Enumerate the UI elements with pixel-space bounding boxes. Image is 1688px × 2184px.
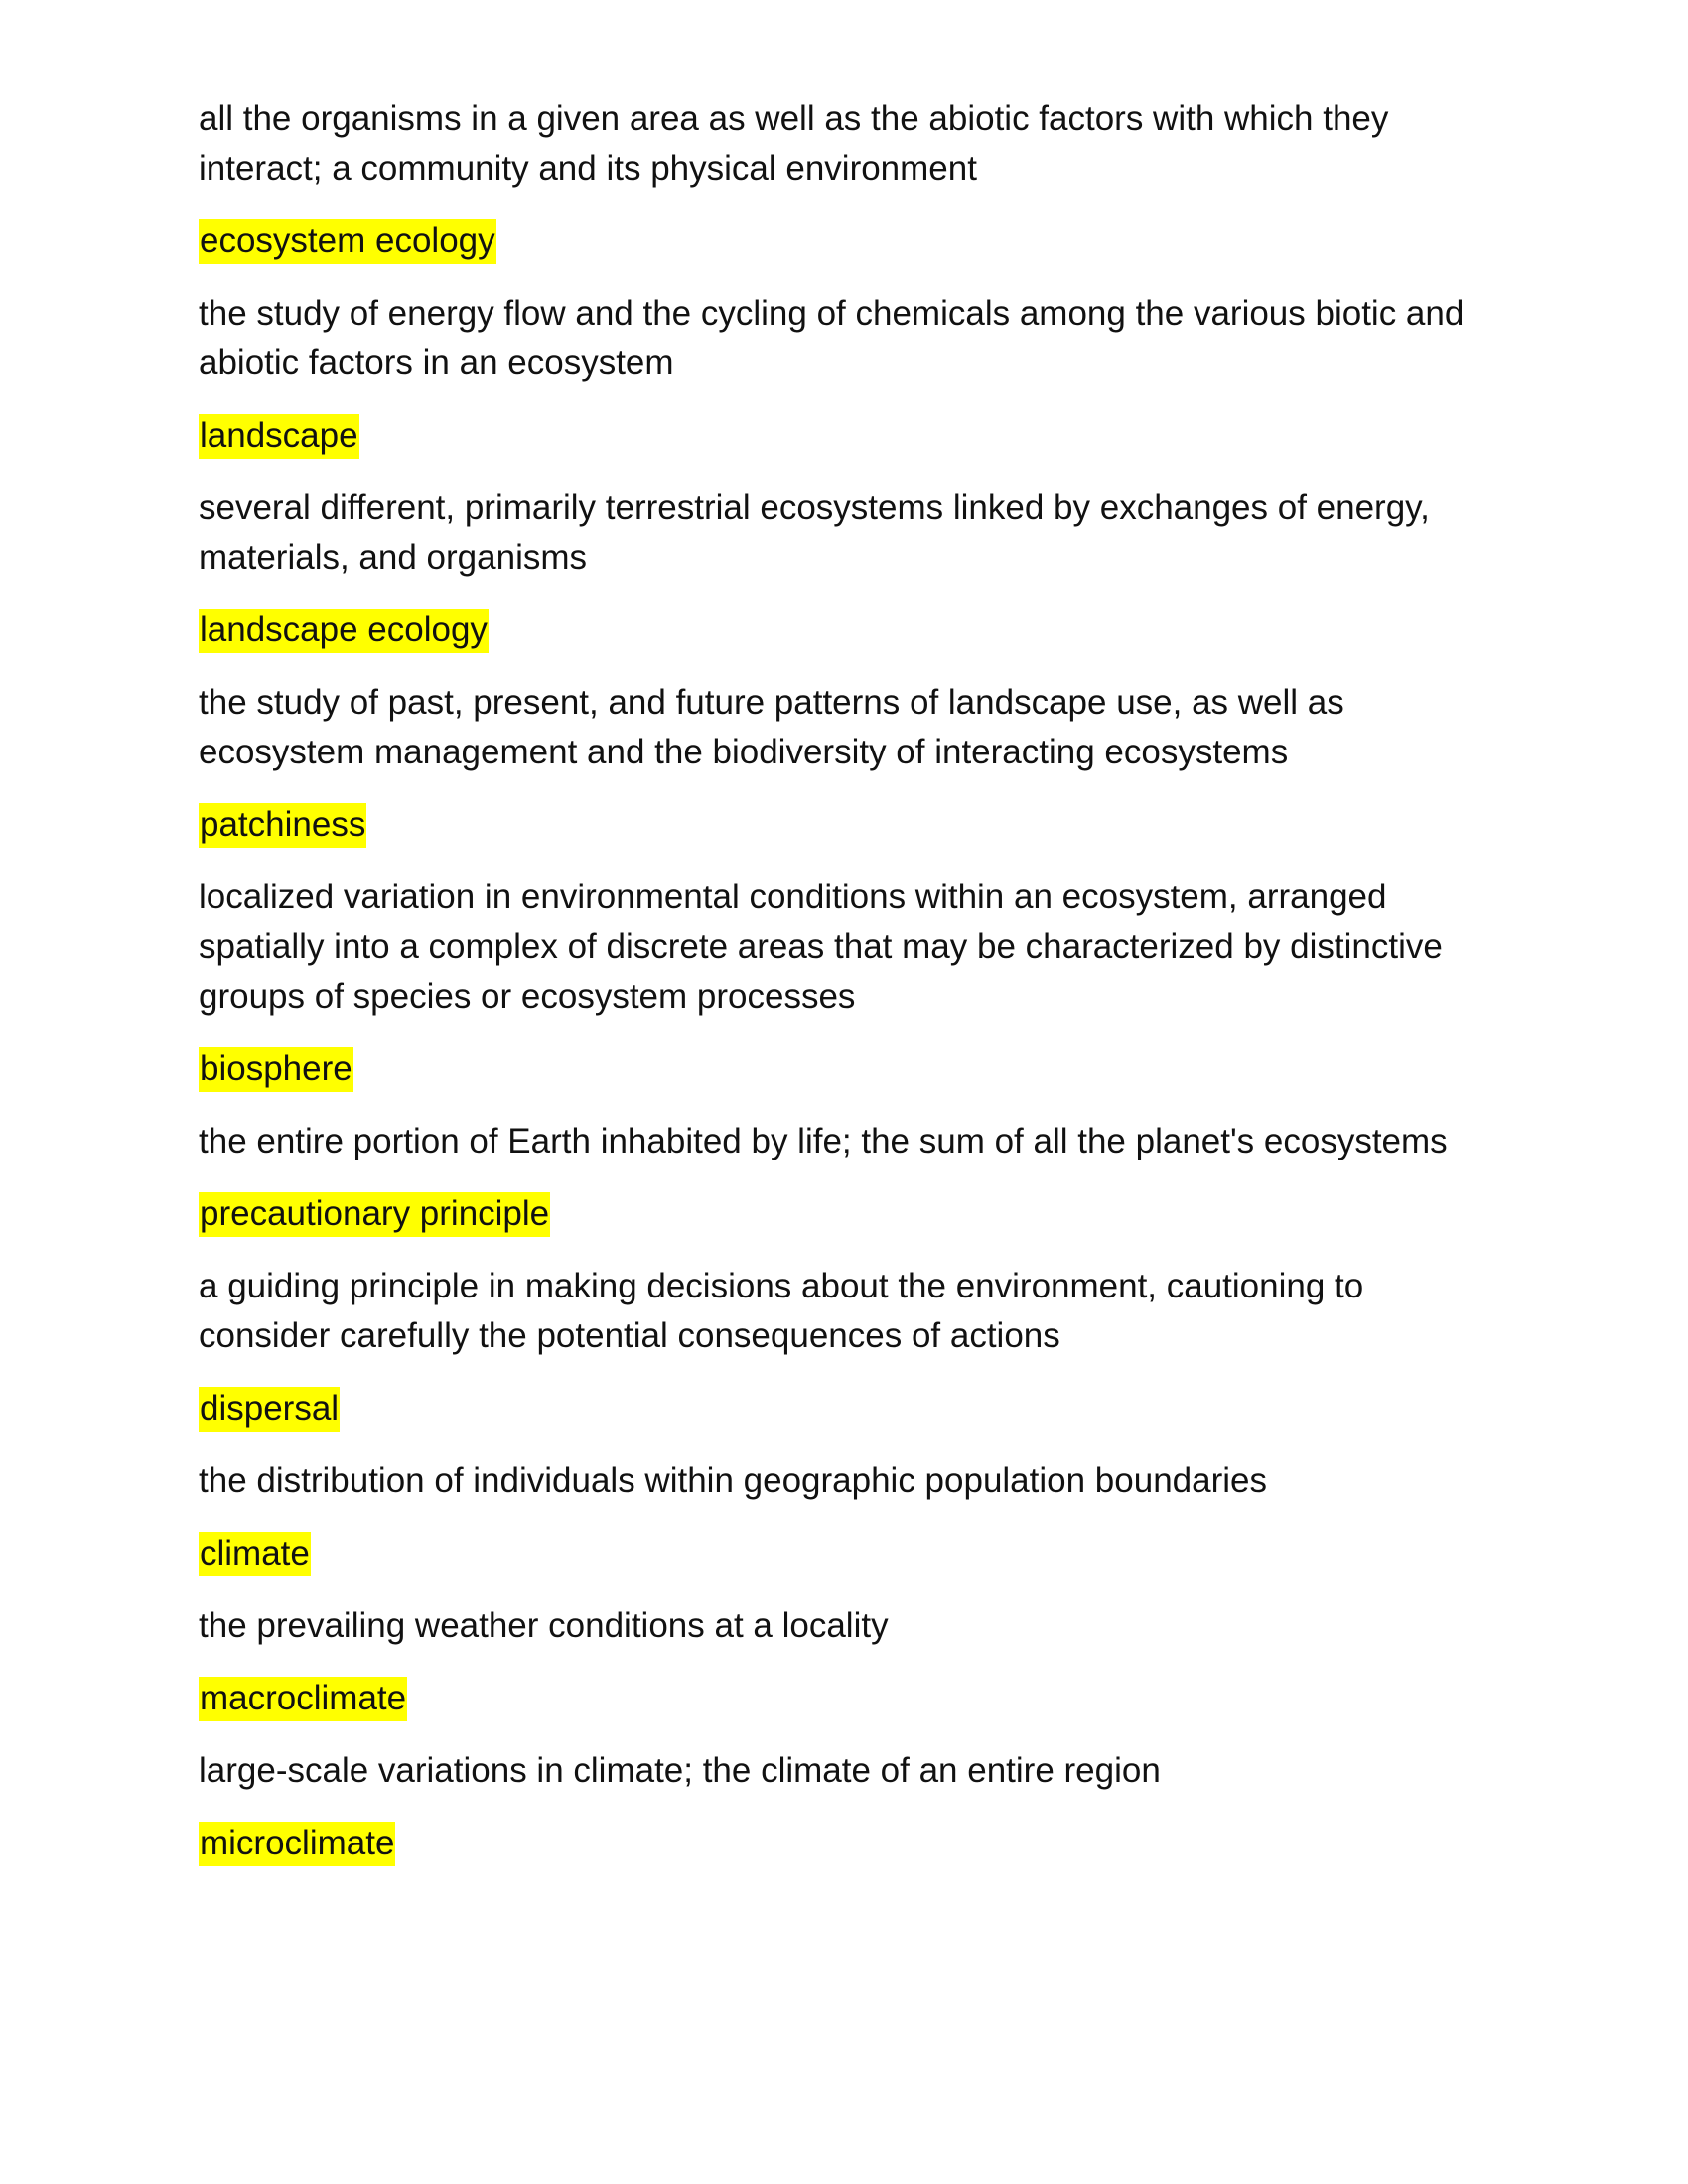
highlighted-term: precautionary principle	[199, 1192, 550, 1237]
highlighted-term: macroclimate	[199, 1677, 407, 1721]
term-row	[199, 411, 1489, 461]
definition-text: several different, primarily terrestrial ecosystems linked by exchanges of energy, materials, and organisms	[199, 488, 1430, 577]
term-row	[199, 1674, 1489, 1723]
term-row	[199, 216, 1489, 266]
term-row	[199, 800, 1489, 850]
definition-text: a guiding principle in making decisions about the environment, cautioning to consider carefully the potential consequences of actions	[199, 1267, 1364, 1355]
highlighted-term: landscape	[199, 414, 359, 459]
highlighted-term: climate	[199, 1532, 311, 1576]
document-page	[199, 94, 1489, 1891]
highlighted-term: patchiness	[199, 803, 366, 848]
definition-text: the study of past, present, and future patterns of landscape use, as well as ecosystem management and the biodiversity of interacting ecosystems	[199, 683, 1344, 771]
term-row	[199, 1189, 1489, 1239]
term-row	[199, 1819, 1489, 1868]
highlighted-term: landscape ecology	[199, 609, 489, 653]
highlighted-term: ecosystem ecology	[199, 219, 496, 264]
definition-text: the study of energy flow and the cycling of chemicals among the various biotic and abiotic factors in an ecosystem	[199, 294, 1465, 382]
highlighted-term: dispersal	[199, 1387, 340, 1432]
term-row	[199, 606, 1489, 655]
definition-text: large-scale variations in climate; the climate of an entire region	[199, 1751, 1161, 1790]
highlighted-term: biosphere	[199, 1047, 353, 1092]
definition-text: the entire portion of Earth inhabited by life; the sum of all the planet's ecosystems	[199, 1122, 1448, 1160]
definition-text: localized variation in environmental conditions within an ecosystem, arranged spatially into a complex of discrete areas that may be characterized by distinctive groups of species or ecosystem processes	[199, 878, 1443, 1016]
definition-text: the distribution of individuals within geographic population boundaries	[199, 1461, 1267, 1500]
term-row	[199, 1384, 1489, 1433]
definition-text: all the organisms in a given area as well as the abiotic factors with which they interact; a community and its physical environment	[199, 99, 1389, 188]
term-row	[199, 1529, 1489, 1578]
definition-text: the prevailing weather conditions at a locality	[199, 1606, 889, 1645]
highlighted-term: microclimate	[199, 1822, 395, 1866]
term-row	[199, 1044, 1489, 1094]
